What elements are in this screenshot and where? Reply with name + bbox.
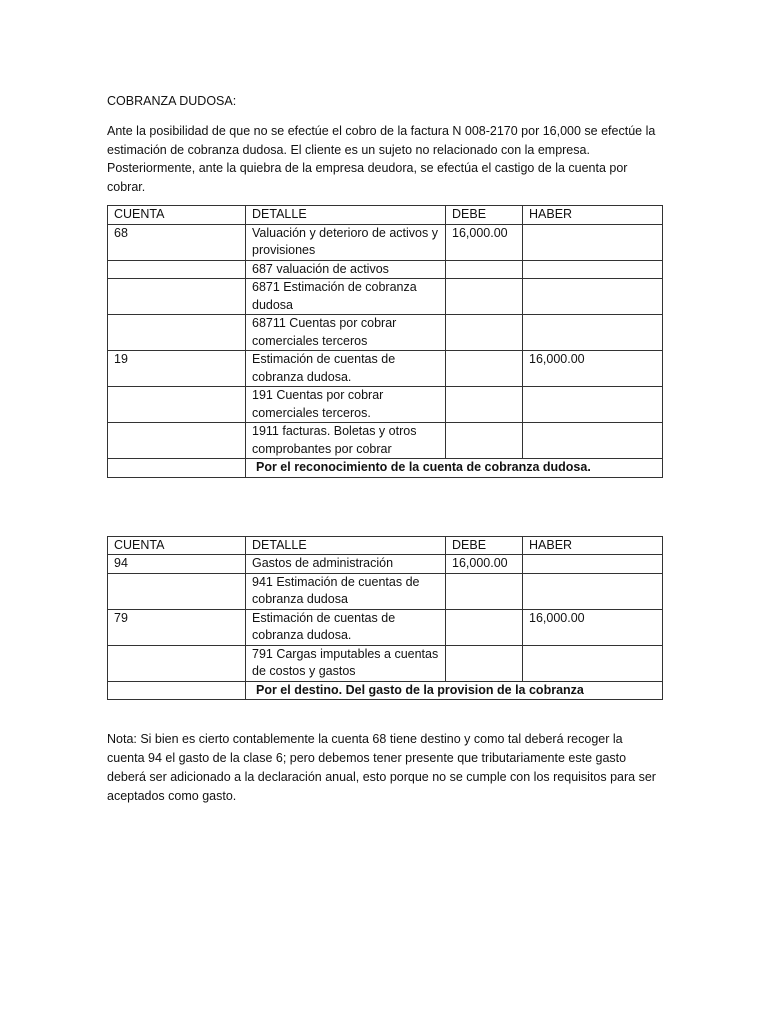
footer-description: Por el destino. Del gasto de la provision de la cobranza — [246, 681, 663, 700]
cell-debe — [446, 387, 523, 423]
footer-description: Por el reconocimiento de la cuenta de cobranza dudosa. — [246, 459, 663, 478]
cell-detalle: 1911 facturas. Boletas y otros comprobantes por cobrar — [246, 423, 446, 459]
note-paragraph: Nota: Si bien es cierto contablemente la cuenta 68 tiene destino y como tal deberá recoger la cuenta 94 el gasto de la clase 6; pero debemos tener presente que tributariamente este gasto deberá ser adicionado a la declaración anual, esto porque no se cumple con los requisitos para ser aceptados como gasto. — [107, 732, 656, 803]
cell-cuenta: 94 — [108, 555, 246, 574]
journal-table-destination — [107, 536, 663, 701]
cell-debe — [446, 573, 523, 609]
column-header: DETALLE — [246, 536, 446, 555]
column-header: DEBE — [446, 536, 523, 555]
cell-debe — [446, 609, 523, 645]
cell-cuenta — [108, 279, 246, 315]
cell-debe — [446, 423, 523, 459]
cell-detalle: Gastos de administración — [246, 555, 446, 574]
cell-detalle: 68711 Cuentas por cobrar comerciales terceros — [246, 315, 446, 351]
table-row — [108, 573, 663, 609]
cell-haber — [523, 573, 663, 609]
cell-haber — [523, 423, 663, 459]
cell-haber — [523, 279, 663, 315]
cell-debe — [446, 645, 523, 681]
cell-detalle: 6871 Estimación de cobranza dudosa — [246, 279, 446, 315]
cell-haber — [523, 387, 663, 423]
table-footer-row — [108, 681, 663, 700]
column-header: DEBE — [446, 206, 523, 225]
table-header-row — [108, 536, 663, 555]
cell-detalle: 791 Cargas imputables a cuentas de costos y gastos — [246, 645, 446, 681]
footer-empty-cell — [108, 459, 246, 478]
cell-detalle: 687 valuación de activos — [246, 260, 446, 279]
column-header: HABER — [523, 536, 663, 555]
table-row — [108, 645, 663, 681]
table-row — [108, 279, 663, 315]
cell-detalle: 941 Estimación de cuentas de cobranza dudosa — [246, 573, 446, 609]
cell-debe — [446, 351, 523, 387]
column-header: HABER — [523, 206, 663, 225]
table-row — [108, 351, 663, 387]
cell-haber: 16,000.00 — [523, 351, 663, 387]
column-header: CUENTA — [108, 206, 246, 225]
cell-cuenta — [108, 315, 246, 351]
journal-table-recognition — [107, 205, 663, 478]
cell-cuenta: 68 — [108, 224, 246, 260]
cell-haber — [523, 224, 663, 260]
cell-debe: 16,000.00 — [446, 224, 523, 260]
table-row — [108, 423, 663, 459]
table-header-row — [108, 206, 663, 225]
cell-cuenta — [108, 423, 246, 459]
table-row — [108, 387, 663, 423]
cell-debe — [446, 315, 523, 351]
cell-detalle: Valuación y deterioro de activos y provisiones — [246, 224, 446, 260]
cell-cuenta — [108, 387, 246, 423]
column-header: CUENTA — [108, 536, 246, 555]
footer-empty-cell — [108, 681, 246, 700]
cell-debe — [446, 279, 523, 315]
intro-paragraph: Ante la posibilidad de que no se efectúe el cobro de la factura N 008-2170 por 16,000 se efectúe la estimación de cobranza dudosa. El cliente es un sujeto no relacionado con la empresa. Posteriormente, ante la quiebra de la empresa deudora, se efectúa el castigo de la cuenta por cobrar. — [107, 124, 656, 194]
document-title: COBRANZA DUDOSA: — [107, 94, 237, 108]
cell-haber — [523, 555, 663, 574]
cell-detalle: Estimación de cuentas de cobranza dudosa. — [246, 351, 446, 387]
cell-haber — [523, 260, 663, 279]
cell-haber — [523, 315, 663, 351]
document-page — [107, 92, 662, 819]
table-row — [108, 315, 663, 351]
table-row — [108, 609, 663, 645]
cell-detalle: 191 Cuentas por cobrar comerciales terceros. — [246, 387, 446, 423]
cell-debe: 16,000.00 — [446, 555, 523, 574]
cell-haber: 16,000.00 — [523, 609, 663, 645]
table-footer-row — [108, 459, 663, 478]
column-header: DETALLE — [246, 206, 446, 225]
table-row — [108, 224, 663, 260]
table-row — [108, 555, 663, 574]
cell-detalle: Estimación de cuentas de cobranza dudosa. — [246, 609, 446, 645]
table-row — [108, 260, 663, 279]
cell-debe — [446, 260, 523, 279]
cell-cuenta — [108, 573, 246, 609]
cell-cuenta: 79 — [108, 609, 246, 645]
cell-cuenta: 19 — [108, 351, 246, 387]
cell-cuenta — [108, 645, 246, 681]
cell-haber — [523, 645, 663, 681]
cell-cuenta — [108, 260, 246, 279]
